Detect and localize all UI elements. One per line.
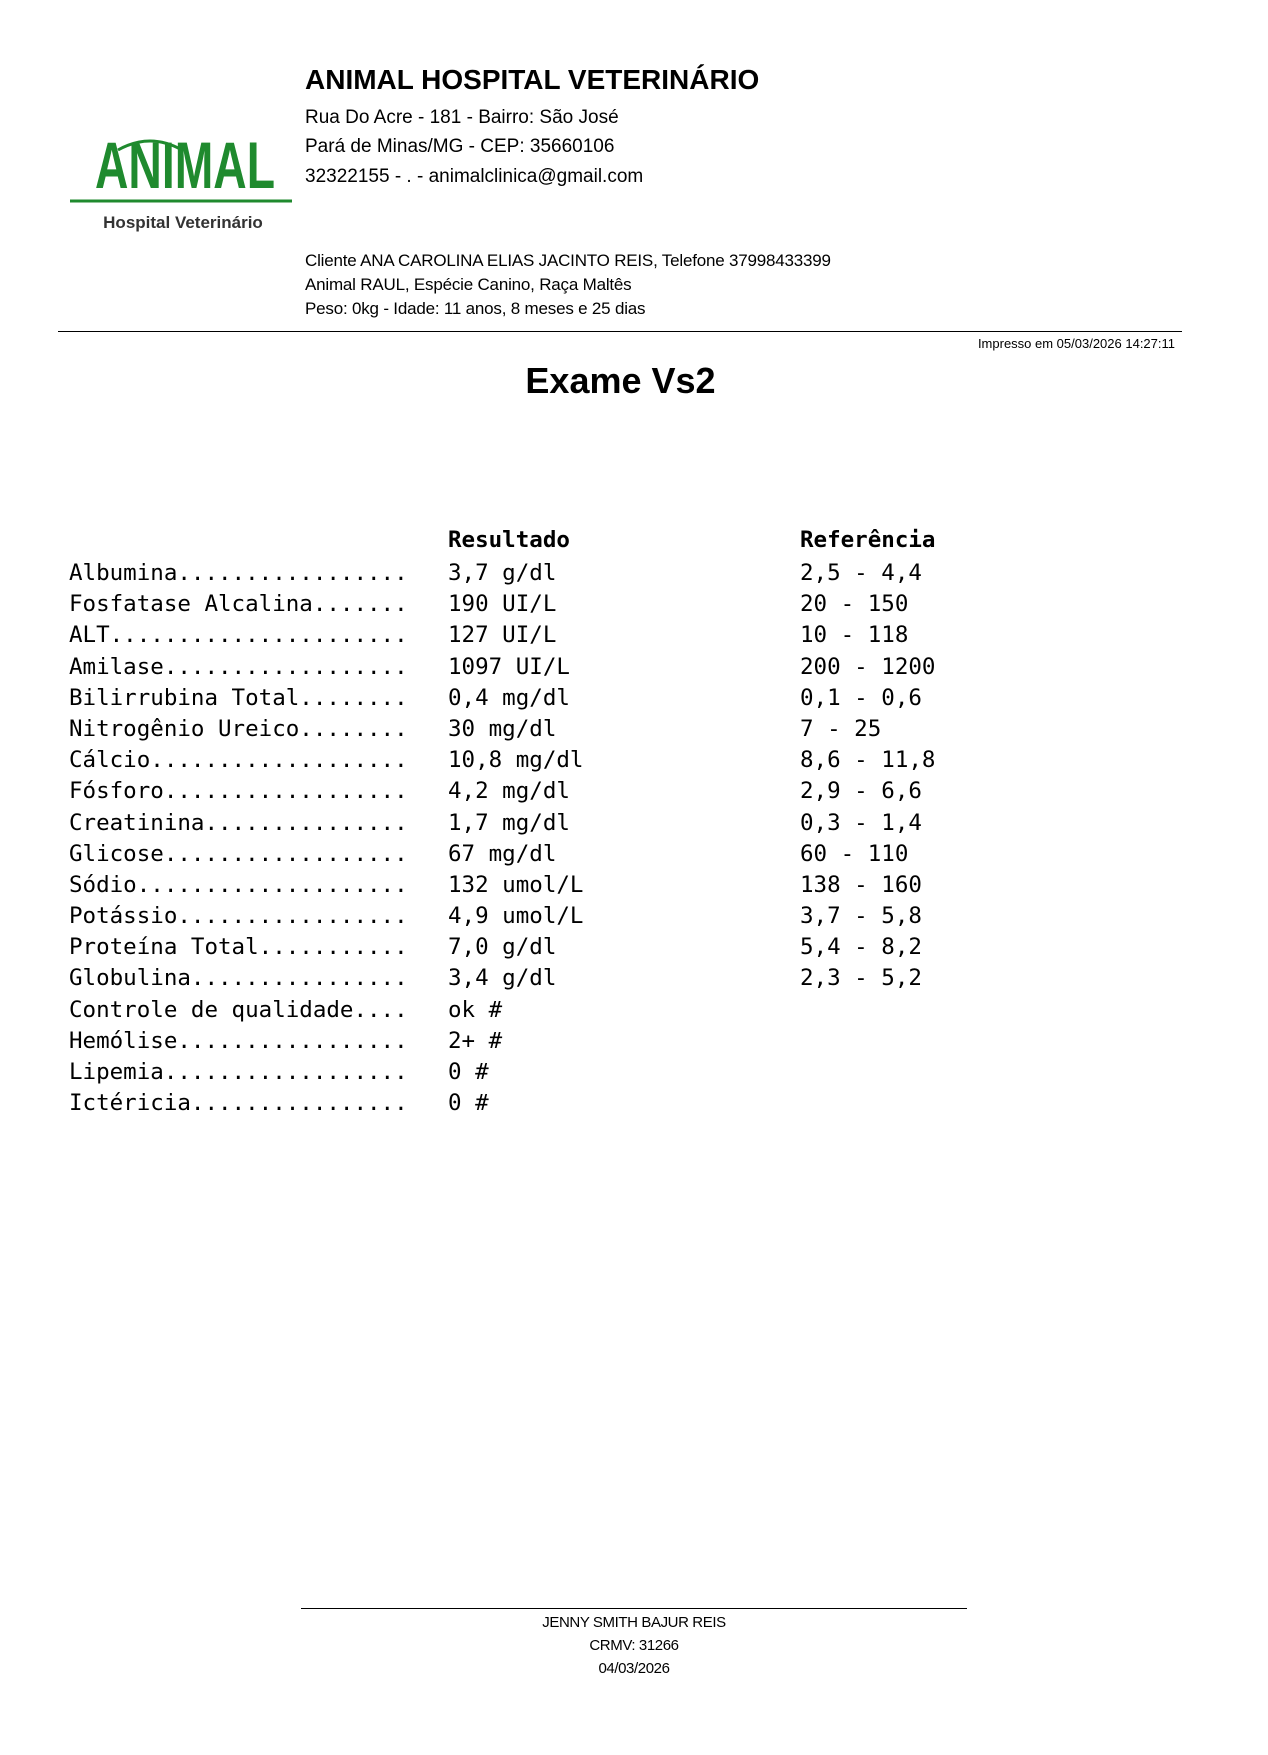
reference-column-header: Referência (800, 527, 936, 553)
table-row (69, 870, 1169, 901)
exam-result: 1097 UI/L (448, 653, 570, 680)
exam-result: 4,2 mg/dl (448, 778, 570, 805)
signature-line (301, 1608, 967, 1609)
client-info: Cliente ANA CAROLINA ELIAS JACINTO REIS, Telefone 37998433399 (305, 251, 831, 270)
table-row (69, 808, 1169, 839)
exam-reference: 0,3 - 1,4 (800, 809, 922, 836)
signature-name: JENNY SMITH BAJUR REIS (542, 1614, 726, 1631)
exam-reference: 20 - 150 (800, 591, 909, 618)
header-divider (58, 331, 1182, 332)
exam-result: 67 mg/dl (448, 840, 557, 867)
exam-label: Creatinina............... (69, 809, 408, 836)
table-row (69, 589, 1169, 620)
exam-reference: 3,7 - 5,8 (800, 903, 922, 930)
svg-text:ANIMAL: ANIMAL (95, 128, 275, 202)
exam-reference: 2,5 - 4,4 (800, 560, 922, 586)
printed-timestamp: Impresso em 05/03/2026 14:27:11 (977, 336, 1175, 351)
hospital-city: Pará de Minas/MG - CEP: 35660106 (305, 136, 615, 157)
exam-reference: 200 - 1200 (800, 653, 936, 680)
exam-reference: 60 - 110 (800, 840, 909, 867)
hospital-contact: 32322155 - . - animalclinica@gmail.com (305, 166, 644, 187)
exam-result: 30 mg/dl (448, 715, 557, 742)
exam-reference: 8,6 - 11,8 (800, 747, 936, 774)
exam-result: 2+ # (448, 1027, 503, 1054)
result-column-header: Resultado (448, 527, 570, 553)
exam-reference: 10 - 118 (800, 622, 909, 649)
exam-result: 190 UI/L (448, 591, 557, 618)
table-row (69, 1026, 1169, 1057)
hospital-name: ANIMAL HOSPITAL VETERINÁRIO (305, 64, 760, 95)
exam-result: ok # (448, 996, 503, 1023)
exam-label: Hemólise................. (69, 1027, 408, 1054)
table-row (69, 714, 1169, 745)
exam-label: Lipemia.................. (69, 1059, 408, 1085)
exam-result: 10,8 mg/dl (448, 747, 584, 774)
table-row (69, 995, 1169, 1026)
exam-result: 3,7 g/dl (448, 560, 557, 586)
exam-result: 132 umol/L (448, 871, 584, 898)
exam-reference: 138 - 160 (800, 871, 922, 898)
exam-result: 0 # (448, 1090, 489, 1117)
exam-result: 7,0 g/dl (448, 934, 557, 961)
exam-label: Ictéricia................ (69, 1090, 408, 1117)
table-row (69, 745, 1169, 776)
exam-result: 0 # (448, 1059, 489, 1085)
exam-reference: 2,3 - 5,2 (800, 965, 922, 992)
exam-label: Amilase.................. (69, 653, 408, 680)
exam-label: Fósforo.................. (69, 778, 408, 805)
table-row (69, 620, 1169, 651)
table-row (69, 652, 1169, 683)
table-row (69, 683, 1169, 714)
hospital-address: Rua Do Acre - 181 - Bairro: São José (305, 107, 619, 128)
hospital-logo (70, 128, 300, 243)
exam-result: 3,4 g/dl (448, 965, 557, 992)
exam-reference: 7 - 25 (800, 715, 882, 742)
exam-label: Bilirrubina Total........ (69, 684, 408, 711)
exam-result: 0,4 mg/dl (448, 684, 570, 711)
exam-label: Sódio.................... (69, 871, 408, 898)
table-row (69, 932, 1169, 963)
table-row (69, 776, 1169, 807)
exam-label: Proteína Total........... (69, 934, 408, 961)
exam-label: Nitrogênio Ureico........ (69, 715, 408, 742)
table-row (69, 1088, 1169, 1119)
exam-result: 127 UI/L (448, 622, 557, 649)
signature-date: 04/03/2026 (598, 1660, 670, 1677)
table-row (69, 963, 1169, 994)
exam-label: Globulina................ (69, 965, 408, 992)
exam-label: Fosfatase Alcalina....... (69, 591, 408, 618)
table-row (69, 1057, 1169, 1088)
exam-reference: 0,1 - 0,6 (800, 684, 922, 711)
table-row (69, 558, 1169, 589)
table-row (69, 839, 1169, 870)
exam-label: Potássio................. (69, 903, 408, 930)
exam-reference: 2,9 - 6,6 (800, 778, 922, 805)
animal-weight-age: Peso: 0kg - Idade: 11 anos, 8 meses e 25 dias (305, 299, 646, 318)
table-row (69, 901, 1169, 932)
page-title: Exame Vs2 (525, 360, 716, 401)
exam-label: Controle de qualidade.... (69, 996, 408, 1023)
exam-reference: 5,4 - 8,2 (800, 934, 922, 961)
exam-result: 1,7 mg/dl (448, 809, 570, 836)
signature-crmv: CRMV: 31266 (589, 1637, 679, 1654)
svg-text:Hospital Veterinário: Hospital Veterinário (103, 213, 263, 232)
exam-label: Cálcio................... (69, 747, 408, 774)
exam-label: ALT...................... (69, 622, 408, 649)
exam-label: Glicose.................. (69, 840, 408, 867)
results-table (69, 558, 1169, 1119)
exam-result: 4,9 umol/L (448, 903, 584, 930)
exam-label: Albumina................. (69, 560, 408, 586)
animal-info: Animal RAUL, Espécie Canino, Raça Maltês (305, 275, 632, 294)
